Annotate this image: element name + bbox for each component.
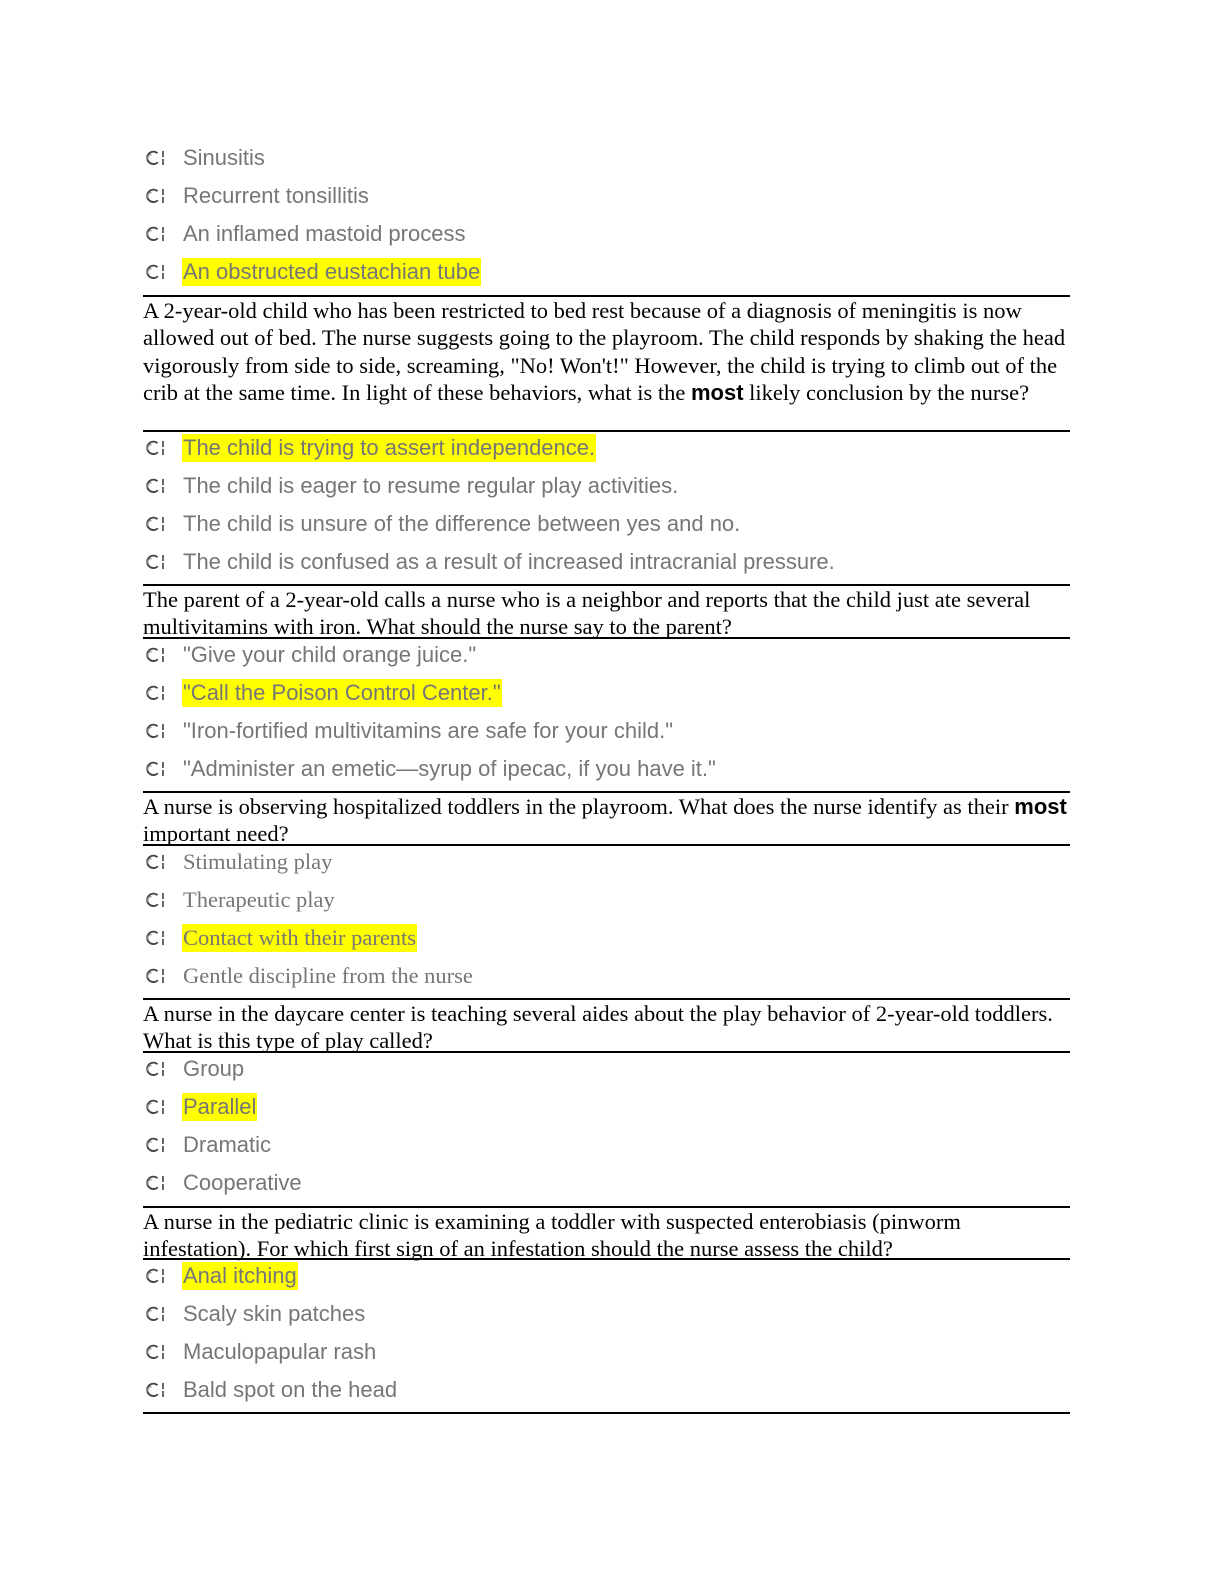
option-item[interactable] xyxy=(143,1337,377,1367)
divider xyxy=(143,430,1070,432)
option-label: Scaly skin patches xyxy=(183,1301,366,1326)
option-label: Stimulating play xyxy=(183,849,333,874)
option-item[interactable] xyxy=(143,640,477,670)
option-label: "Give your child orange juice." xyxy=(183,642,477,667)
option-item[interactable] xyxy=(143,433,596,463)
radio-button-icon[interactable] xyxy=(143,476,167,496)
question-text-part: A 2-year-old child who has been restricted to bed rest because of a diagnosis of meningitis is now allowed out of bed. The nurse suggests going to the playroom. The child responds by shaking the head vigorously from side to side, screaming, "No! Won't!" However, the child is trying to climb out of the crib at the same time. In light of these behaviors, what is the xyxy=(143,298,1066,405)
radio-button-icon[interactable] xyxy=(143,552,167,572)
option-item[interactable] xyxy=(143,885,336,915)
question-text xyxy=(143,793,1070,848)
divider xyxy=(143,1258,1070,1260)
option-item[interactable] xyxy=(143,1054,245,1084)
option-label: Maculopapular rash xyxy=(183,1339,377,1364)
radio-button-icon[interactable] xyxy=(143,148,167,168)
option-item[interactable] xyxy=(143,678,502,708)
option-item[interactable] xyxy=(143,923,417,953)
divider xyxy=(143,844,1070,846)
option-item[interactable] xyxy=(143,509,741,539)
option-label-highlighted: An obstructed eustachian tube xyxy=(183,259,481,284)
option-item[interactable] xyxy=(143,716,674,746)
option-label-highlighted: Parallel xyxy=(183,1094,257,1119)
option-item[interactable] xyxy=(143,471,679,501)
radio-button-icon[interactable] xyxy=(143,1380,167,1400)
option-label: Dramatic xyxy=(183,1132,272,1157)
option-item[interactable] xyxy=(143,1261,298,1291)
option-label-highlighted: "Call the Poison Control Center." xyxy=(183,680,501,705)
radio-button-icon[interactable] xyxy=(143,890,167,910)
radio-button-icon[interactable] xyxy=(143,1135,167,1155)
question-text xyxy=(143,297,1070,406)
radio-button-icon[interactable] xyxy=(143,224,167,244)
option-item[interactable] xyxy=(143,181,370,211)
question-text-part: A nurse is observing hospitalized toddlers in the playroom. What does the nurse identify as their xyxy=(143,794,1015,819)
option-label: An inflamed mastoid process xyxy=(183,221,466,246)
option-item[interactable] xyxy=(143,1168,303,1198)
option-label: Recurrent tonsillitis xyxy=(183,183,369,208)
radio-button-icon[interactable] xyxy=(143,1304,167,1324)
divider xyxy=(143,1051,1070,1053)
option-item[interactable] xyxy=(143,961,474,991)
option-label: Gentle discipline from the nurse xyxy=(183,963,473,988)
question-text: A nurse in the daycare center is teaching several aides about the play behavior of 2-year-old toddlers. What is this type of play called? xyxy=(143,1001,1053,1054)
radio-button-icon[interactable] xyxy=(143,262,167,282)
radio-button-icon[interactable] xyxy=(143,966,167,986)
radio-button-icon[interactable] xyxy=(143,721,167,741)
question-emphasis: most xyxy=(690,379,744,405)
option-item[interactable] xyxy=(143,1299,366,1329)
radio-button-icon[interactable] xyxy=(143,683,167,703)
question-emphasis: most xyxy=(1014,794,1067,819)
radio-button-icon[interactable] xyxy=(143,759,167,779)
option-label: Group xyxy=(183,1056,245,1081)
option-label-highlighted: Anal itching xyxy=(183,1263,297,1288)
question-text-part: likely conclusion by the nurse? xyxy=(743,379,1030,405)
option-label: Therapeutic play xyxy=(183,887,335,912)
option-item[interactable] xyxy=(143,1092,257,1122)
option-item[interactable] xyxy=(143,143,266,173)
option-item[interactable] xyxy=(143,257,481,287)
radio-button-icon[interactable] xyxy=(143,438,167,458)
option-label: The child is eager to resume regular play activities. xyxy=(183,473,679,498)
radio-button-icon[interactable] xyxy=(143,928,167,948)
radio-button-icon[interactable] xyxy=(143,852,167,872)
question-text: The parent of a 2-year-old calls a nurse who is a neighbor and reports that the child just ate several multivitamins with iron. What should the nurse say to the parent? xyxy=(143,587,1031,640)
option-item[interactable] xyxy=(143,219,466,249)
divider xyxy=(143,1412,1070,1414)
radio-button-icon[interactable] xyxy=(143,1342,167,1362)
question-text-part: important need? xyxy=(143,821,289,847)
radio-button-icon[interactable] xyxy=(143,1173,167,1193)
option-label: Bald spot on the head xyxy=(183,1377,398,1402)
radio-button-icon[interactable] xyxy=(143,645,167,665)
option-label: Cooperative xyxy=(183,1170,302,1195)
option-label: "Iron-fortified multivitamins are safe for your child." xyxy=(183,718,674,743)
option-label: The child is confused as a result of increased intracranial pressure. xyxy=(183,549,835,574)
radio-button-icon[interactable] xyxy=(143,186,167,206)
option-label: The child is unsure of the difference between yes and no. xyxy=(183,511,741,536)
radio-button-icon[interactable] xyxy=(143,1097,167,1117)
option-label: "Administer an emetic—syrup of ipecac, if you have it." xyxy=(183,756,716,781)
option-item[interactable] xyxy=(143,547,836,577)
divider xyxy=(143,637,1070,639)
option-label-highlighted: The child is trying to assert independence. xyxy=(183,435,596,460)
option-item[interactable] xyxy=(143,1375,398,1405)
option-item[interactable] xyxy=(143,847,333,877)
option-label-highlighted: Contact with their parents xyxy=(183,925,417,950)
radio-button-icon[interactable] xyxy=(143,514,167,534)
question-text: A nurse in the pediatric clinic is examining a toddler with suspected enterobiasis (pinworm infestation). For which first sign of an infestation should the nurse assess the child? xyxy=(143,1209,961,1262)
option-item[interactable] xyxy=(143,1130,272,1160)
option-item[interactable] xyxy=(143,754,717,784)
radio-button-icon[interactable] xyxy=(143,1059,167,1079)
radio-button-icon[interactable] xyxy=(143,1266,167,1286)
option-label: Sinusitis xyxy=(183,145,265,170)
